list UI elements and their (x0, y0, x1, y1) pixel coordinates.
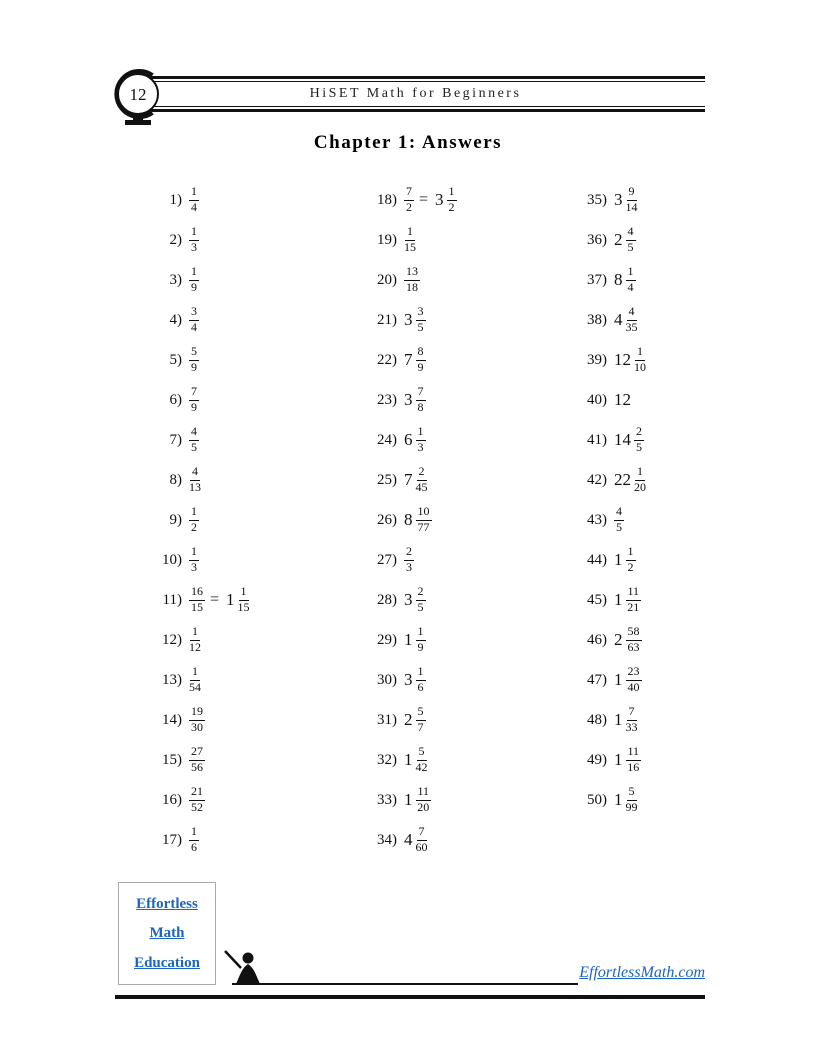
whole-number: 1 (614, 710, 623, 729)
fraction: $\frac{1}{15}$ (404, 224, 416, 254)
answer-item (361, 340, 457, 380)
answer-number: 35) (587, 191, 607, 208)
whole-number: 3 (404, 310, 413, 329)
fraction: $\frac{58}{63}$ (627, 624, 640, 654)
answer-number: 17) (162, 831, 182, 848)
fraction: $\frac{1}{2}$ (448, 184, 455, 214)
answer-number: 11) (162, 591, 182, 608)
fraction: $\frac{27}{56}$ (191, 744, 203, 774)
fraction: $\frac{7}{2}$ (406, 184, 412, 214)
answer-number: 44) (587, 551, 607, 568)
answer-value (189, 265, 199, 295)
answer-number: 20) (377, 271, 397, 288)
whole-number: 12 (614, 350, 631, 369)
answer-number: 50) (587, 791, 607, 808)
answer-number: 23) (377, 391, 397, 408)
answer-value (614, 225, 636, 255)
fraction: $\frac{1}{15}$ (237, 584, 250, 614)
answer-value (614, 185, 638, 215)
fraction: $\frac{5}{7}$ (417, 704, 424, 734)
answer-number: 34) (377, 831, 397, 848)
fraction: $\frac{1}{3}$ (191, 544, 197, 574)
whole-number: 3 (404, 590, 413, 609)
fraction: $\frac{7}{8}$ (417, 384, 424, 414)
answer-value (404, 665, 426, 695)
answer-number: 43) (587, 511, 607, 528)
answer-item (361, 540, 457, 580)
answer-number: 37) (587, 271, 607, 288)
page-number: 12 (129, 85, 147, 104)
answer-value (189, 665, 201, 695)
answer-item (146, 500, 250, 540)
whole-number: 1 (614, 750, 623, 769)
answer-item (571, 180, 646, 220)
page-title: Chapter 1: Answers (313, 132, 503, 153)
answer-number: 3) (169, 271, 182, 288)
answers-column-1 (146, 180, 250, 860)
answer-item (571, 540, 646, 580)
fraction: $\frac{1}{2}$ (191, 504, 197, 534)
answer-number: 46) (587, 631, 607, 648)
answer-value (404, 705, 426, 735)
fraction: $\frac{1}{20}$ (634, 464, 646, 494)
answer-number: 26) (377, 511, 397, 528)
answer-value (189, 585, 250, 615)
answer-value (189, 225, 199, 255)
answer-number: 12) (162, 631, 182, 648)
answer-value (614, 390, 634, 410)
fraction: $\frac{21}{52}$ (191, 784, 203, 814)
answer-item (571, 340, 646, 380)
answer-item (146, 340, 250, 380)
fraction: $\frac{4}{5}$ (627, 224, 634, 254)
fraction: $\frac{4}{13}$ (189, 464, 201, 494)
answer-item (146, 460, 250, 500)
equals-sign: = (419, 191, 429, 208)
whole-number: 3 (435, 190, 444, 209)
answer-item (146, 300, 250, 340)
answer-item (146, 260, 250, 300)
whole-number: 7 (404, 470, 413, 489)
answer-item (571, 380, 646, 420)
whole-number: 1 (226, 590, 235, 609)
fraction: $\frac{4}{5}$ (191, 424, 197, 454)
answer-item (146, 220, 250, 260)
whole-number: 22 (614, 470, 631, 489)
fraction: $\frac{1}{4}$ (191, 184, 197, 214)
fraction: $\frac{9}{14}$ (625, 184, 638, 214)
answer-value (404, 825, 428, 855)
whole-number: 2 (404, 710, 413, 729)
answer-item (361, 380, 457, 420)
answer-number: 49) (587, 751, 607, 768)
answer-number: 21) (377, 311, 397, 328)
answer-value (189, 745, 205, 775)
answer-number: 33) (377, 791, 397, 808)
answer-number: 7) (169, 431, 182, 448)
answer-value (189, 185, 199, 215)
answer-item (361, 220, 457, 260)
whole-number: 4 (614, 310, 623, 329)
answer-item (571, 740, 646, 780)
answer-value (404, 305, 426, 335)
answer-value (614, 745, 641, 775)
fraction: $\frac{2}{3}$ (406, 544, 412, 574)
whole-number: 2 (614, 630, 623, 649)
whole-number: 12 (614, 390, 631, 409)
fraction: $\frac{2}{5}$ (636, 424, 642, 454)
answer-value (614, 585, 641, 615)
answer-number: 29) (377, 631, 397, 648)
whole-number: 1 (404, 750, 413, 769)
answer-value (189, 425, 199, 455)
answer-item (146, 620, 250, 660)
answer-number: 9) (169, 511, 182, 528)
answer-item (146, 180, 250, 220)
answer-item (361, 820, 457, 860)
answer-value (614, 505, 624, 535)
answer-number: 18) (377, 191, 397, 208)
fraction: $\frac{3}{4}$ (191, 304, 197, 334)
answer-value (404, 745, 428, 775)
whole-number: 1 (614, 790, 623, 809)
answer-number: 48) (587, 711, 607, 728)
answer-value (189, 385, 199, 415)
answer-item (361, 300, 457, 340)
answer-value (614, 345, 646, 375)
answer-item (146, 820, 250, 860)
answer-value (189, 345, 199, 375)
whole-number: 8 (404, 510, 413, 529)
whole-number: 8 (614, 270, 623, 289)
whole-number: 7 (404, 350, 413, 369)
answer-number: 41) (587, 431, 607, 448)
answer-value (404, 585, 426, 615)
answer-value (404, 185, 457, 215)
whole-number: 1 (614, 670, 623, 689)
answer-value (189, 705, 205, 735)
answer-number: 27) (377, 551, 397, 568)
answer-item (361, 580, 457, 620)
logo-link-math[interactable]: Math (149, 925, 185, 941)
answer-value (614, 465, 646, 495)
fraction: $\frac{1}{3}$ (191, 224, 197, 254)
answer-value (404, 265, 420, 295)
answer-number: 36) (587, 231, 607, 248)
answer-number: 19) (377, 231, 397, 248)
fraction: $\frac{7}{33}$ (625, 704, 638, 734)
answer-number: 8) (169, 471, 182, 488)
site-link[interactable]: EffortlessMath.com (579, 964, 705, 981)
logo-link-effortless[interactable]: Effortless (136, 895, 198, 912)
fraction: $\frac{11}{21}$ (627, 584, 640, 614)
answer-value (614, 785, 638, 815)
answer-number: 13) (162, 671, 182, 688)
fraction: $\frac{1}{4}$ (627, 264, 634, 294)
answer-number: 38) (587, 311, 607, 328)
equals-sign: = (210, 591, 220, 608)
footer-rule-thick (115, 995, 705, 999)
answer-item (571, 700, 646, 740)
answer-value (614, 425, 644, 455)
fraction: $\frac{23}{40}$ (627, 664, 640, 694)
whole-number: 6 (404, 430, 413, 449)
fraction: $\frac{4}{35}$ (625, 304, 638, 334)
answer-number: 39) (587, 351, 607, 368)
answer-item (571, 260, 646, 300)
answers-column-3 (571, 180, 646, 820)
answer-value (189, 625, 201, 655)
answer-number: 40) (587, 391, 607, 408)
answer-item (146, 780, 250, 820)
answer-value (404, 345, 426, 375)
answer-value (614, 625, 642, 655)
whole-number: 3 (404, 670, 413, 689)
fraction: $\frac{1}{10}$ (634, 344, 646, 374)
answer-number: 28) (377, 591, 397, 608)
answer-item (146, 580, 250, 620)
answer-item (146, 540, 250, 580)
whole-number: 4 (404, 830, 413, 849)
answer-item (146, 700, 250, 740)
fraction: $\frac{2}{45}$ (415, 464, 428, 494)
answer-number: 25) (377, 471, 397, 488)
answer-item (361, 620, 457, 660)
logo-link-education[interactable]: Education (134, 954, 200, 971)
globe-page-number-icon (110, 64, 166, 135)
whole-number: 3 (614, 190, 623, 209)
answer-number: 10) (162, 551, 182, 568)
whole-number: 3 (404, 390, 413, 409)
fraction: $\frac{4}{5}$ (616, 504, 622, 534)
answer-item (146, 420, 250, 460)
fraction: $\frac{11}{16}$ (627, 744, 640, 774)
answer-item (361, 660, 457, 700)
fraction: $\frac{10}{77}$ (417, 504, 430, 534)
fraction: $\frac{7}{60}$ (415, 824, 428, 854)
answer-number: 31) (377, 711, 397, 728)
answer-item (361, 420, 457, 460)
answer-item (571, 220, 646, 260)
fraction: $\frac{5}{99}$ (625, 784, 638, 814)
answer-item (571, 300, 646, 340)
page-header (126, 76, 705, 112)
answer-item (146, 380, 250, 420)
whole-number: 1 (404, 790, 413, 809)
answer-number: 16) (162, 791, 182, 808)
fraction: $\frac{1}{12}$ (189, 624, 201, 654)
answer-value (189, 465, 201, 495)
answer-value (614, 705, 638, 735)
answer-value (614, 665, 642, 695)
answer-item (571, 500, 646, 540)
whole-number: 2 (614, 230, 623, 249)
answer-number: 4) (169, 311, 182, 328)
answer-item (571, 460, 646, 500)
answer-number: 30) (377, 671, 397, 688)
answer-number: 6) (169, 391, 182, 408)
answer-value (404, 785, 431, 815)
answer-number: 2) (169, 231, 182, 248)
whole-number: 1 (614, 590, 623, 609)
answer-number: 22) (377, 351, 397, 368)
fraction: $\frac{5}{9}$ (191, 344, 197, 374)
answer-value (404, 505, 432, 535)
answer-value (404, 465, 428, 495)
answer-value (404, 425, 426, 455)
answer-number: 24) (377, 431, 397, 448)
fraction: $\frac{8}{9}$ (417, 344, 424, 374)
whole-number: 1 (404, 630, 413, 649)
fraction: $\frac{1}{2}$ (627, 544, 634, 574)
answer-item (571, 580, 646, 620)
fraction: $\frac{1}{9}$ (417, 624, 424, 654)
answer-value (404, 625, 426, 655)
answer-number: 47) (587, 671, 607, 688)
publisher-logo-box (118, 882, 216, 985)
answer-value (404, 385, 426, 415)
answer-number: 42) (587, 471, 607, 488)
answer-value (614, 545, 636, 575)
answer-item (361, 500, 457, 540)
answer-value (614, 265, 636, 295)
answer-value (189, 825, 199, 855)
answer-item (361, 700, 457, 740)
whole-number: 1 (614, 550, 623, 569)
answer-item (361, 740, 457, 780)
footer-rule-thin (232, 983, 578, 985)
fraction: $\frac{1}{6}$ (191, 824, 197, 854)
answer-value (614, 305, 638, 335)
fraction: $\frac{1}{9}$ (191, 264, 197, 294)
answer-value (189, 545, 199, 575)
header-rule-bottom-outer (126, 109, 705, 112)
answer-item (571, 660, 646, 700)
answer-value (189, 785, 205, 815)
fraction: $\frac{19}{30}$ (191, 704, 203, 734)
fraction: $\frac{1}{54}$ (189, 664, 201, 694)
book-title: HiSET Math for Beginners (309, 86, 522, 101)
answer-item (146, 740, 250, 780)
answer-item (361, 260, 457, 300)
answer-number: 45) (587, 591, 607, 608)
answer-number: 32) (377, 751, 397, 768)
answer-number: 14) (162, 711, 182, 728)
fraction: $\frac{1}{6}$ (417, 664, 424, 694)
answer-number: 5) (169, 351, 182, 368)
answer-item (571, 420, 646, 460)
fraction: $\frac{16}{15}$ (191, 584, 203, 614)
answer-value (189, 305, 199, 335)
answer-item (571, 780, 646, 820)
answer-item (361, 780, 457, 820)
answer-number: 15) (162, 751, 182, 768)
answer-item (361, 460, 457, 500)
answers-column-2 (361, 180, 457, 860)
fraction: $\frac{2}{5}$ (417, 584, 424, 614)
answer-item (146, 660, 250, 700)
answer-value (404, 545, 414, 575)
fraction: $\frac{11}{20}$ (417, 784, 430, 814)
answer-value (404, 225, 416, 255)
answer-item (361, 180, 457, 220)
answer-number: 1) (169, 191, 182, 208)
fraction: $\frac{5}{42}$ (415, 744, 428, 774)
fraction: $\frac{1}{3}$ (417, 424, 424, 454)
answer-value (189, 505, 199, 535)
answer-item (571, 620, 646, 660)
fraction: $\frac{7}{9}$ (191, 384, 197, 414)
fraction: $\frac{3}{5}$ (417, 304, 424, 334)
whole-number: 14 (614, 430, 631, 449)
fraction: $\frac{13}{18}$ (406, 264, 418, 294)
